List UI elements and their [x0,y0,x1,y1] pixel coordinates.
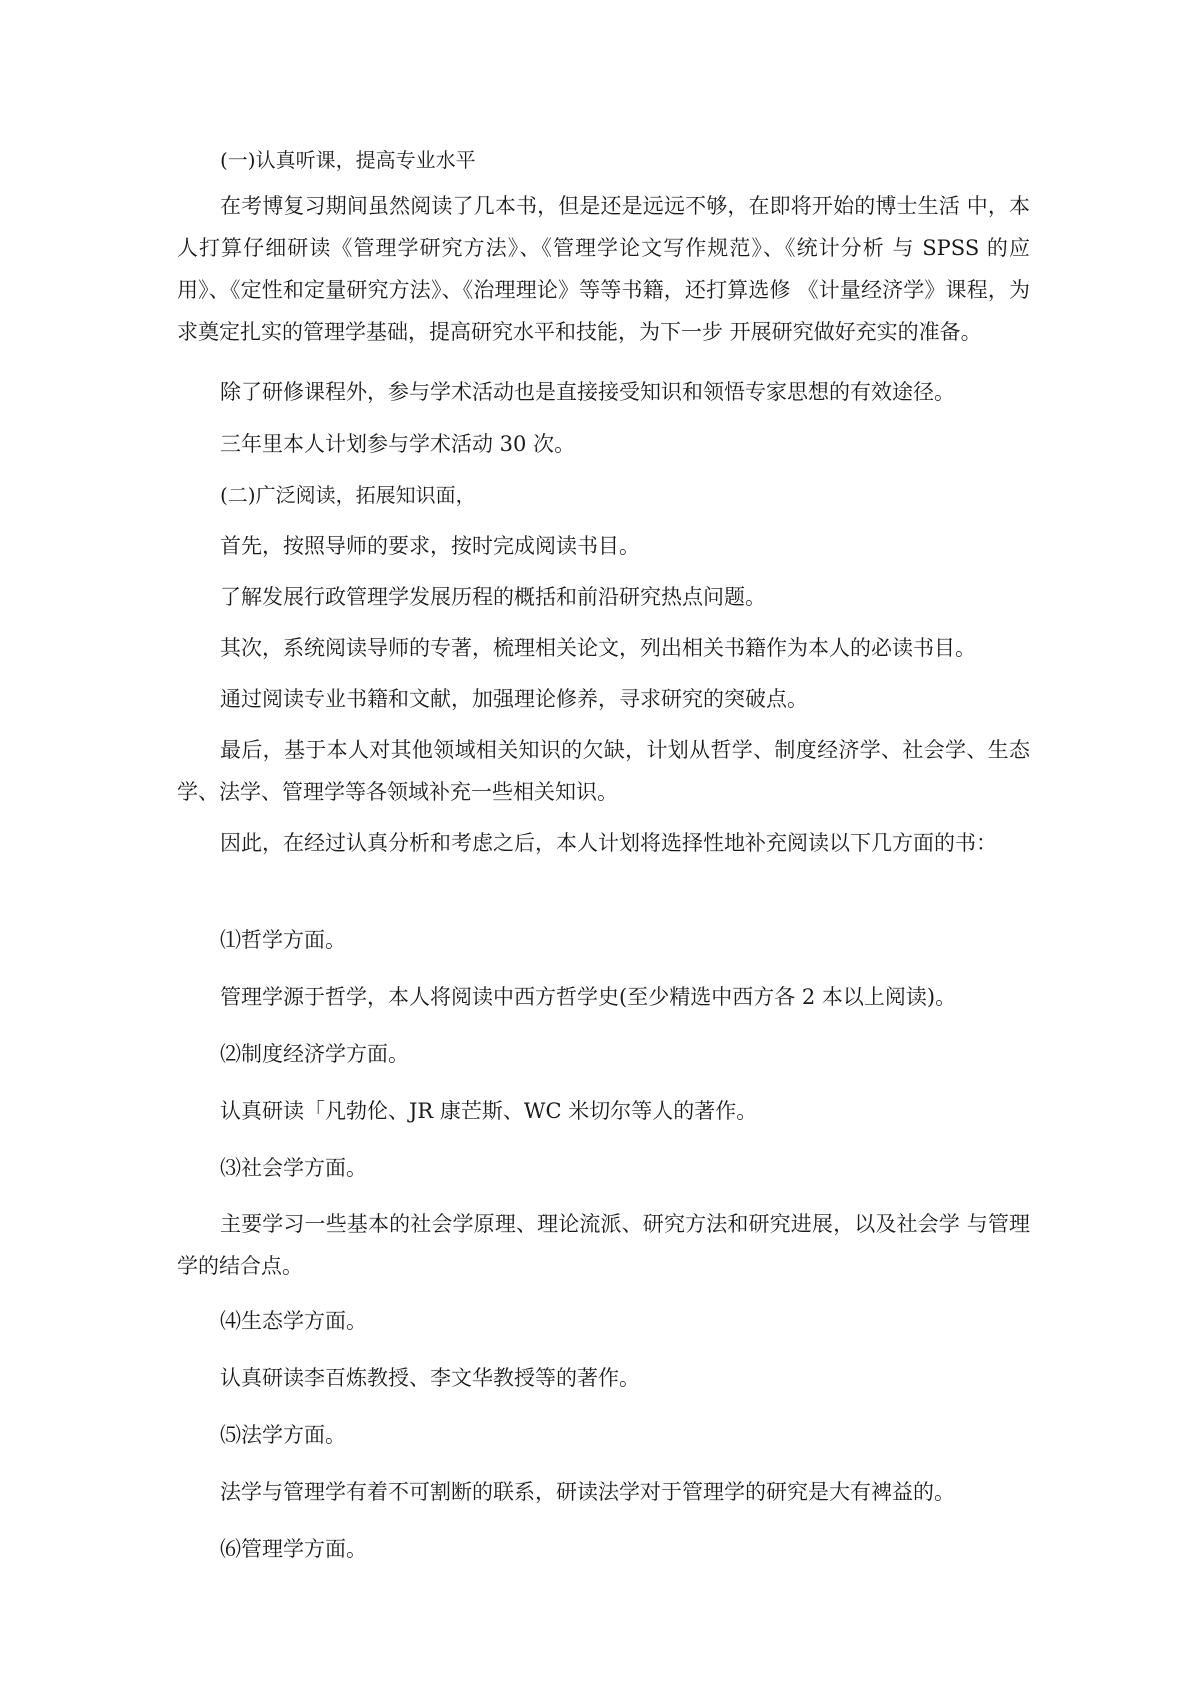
paragraph-activity-count: 三年里本人计划参与学术活动 30 次。 [220,432,576,456]
item-ecology: ⑷生态学方面。 [220,1309,367,1333]
item-institutional-economics: ⑵制度经济学方面。 [220,1042,409,1066]
paragraph-study-plan: 在考博复习期间虽然阅读了几本书，但是还是远远不够，在即将开始的博士生活 中，本人打算仔细研读《管理学研究方法》、《管理学论文写作规范》、《统计分析 与 SPSS 的应用》、《定性和定量研究方法》、《治理理论》等等书籍，还打算选修 《计量经济学》课程，为求奠定扎实的管理学基础，提高研究水平和技能，为下一步 开展研究做好充实的准备。 [177,194,1030,344]
item-management: ⑹管理学方面。 [220,1537,367,1561]
paragraph-finally: 最后，基于本人对其他领域相关知识的欠缺，计划从哲学、制度经济学、社会学、生态学、法学、管理学等各领域补充一些相关知识。 [177,738,1030,804]
paragraph-ecology: 认真研读李百炼教授、李文华教授等的著作。 [220,1366,640,1390]
item-sociology: ⑶社会学方面。 [220,1156,367,1180]
section-heading-2: (二)广泛阅读，拓展知识面， [220,483,476,507]
paragraph-through-reading: 通过阅读专业书籍和文献，加强理论修养，寻求研究的突破点。 [220,687,808,711]
paragraph-therefore: 因此，在经过认真分析和考虑之后，本人计划将选择性地补充阅读以下几方面的书： [220,831,997,855]
paragraph-academic-activities: 除了研修课程外，参与学术活动也是直接接受知识和领悟专家思想的有效途径。 [220,380,955,404]
paragraph-philosophy: 管理学源于哲学，本人将阅读中西方哲学史(至少精选中西方各 2 本以上阅读)。 [220,985,957,1009]
paragraph-second: 其次，系统阅读导师的专著，梳理相关论文，列出相关书籍作为本人的必读书目。 [220,636,976,660]
item-law: ⑸法学方面。 [220,1423,346,1447]
paragraph-understand: 了解发展行政管理学发展历程的概括和前沿研究热点问题。 [220,585,766,609]
paragraph-first: 首先，按照导师的要求，按时完成阅读书目。 [220,534,640,558]
paragraph-institutional-economics: 认真研读「凡勃伦、JR 康芒斯、WC 米切尔等人的著作。 [220,1099,758,1123]
item-philosophy: ⑴哲学方面。 [220,928,346,952]
paragraph-sociology: 主要学习一些基本的社会学原理、理论流派、研究方法和研究进展，以及社会学 与管理学的结合点。 [177,1212,1030,1278]
paragraph-law: 法学与管理学有着不可割断的联系，研读法学对于管理学的研究是大有裨益的。 [220,1480,955,1504]
section-heading-1: (一)认真听课，提高专业水平 [220,148,476,172]
